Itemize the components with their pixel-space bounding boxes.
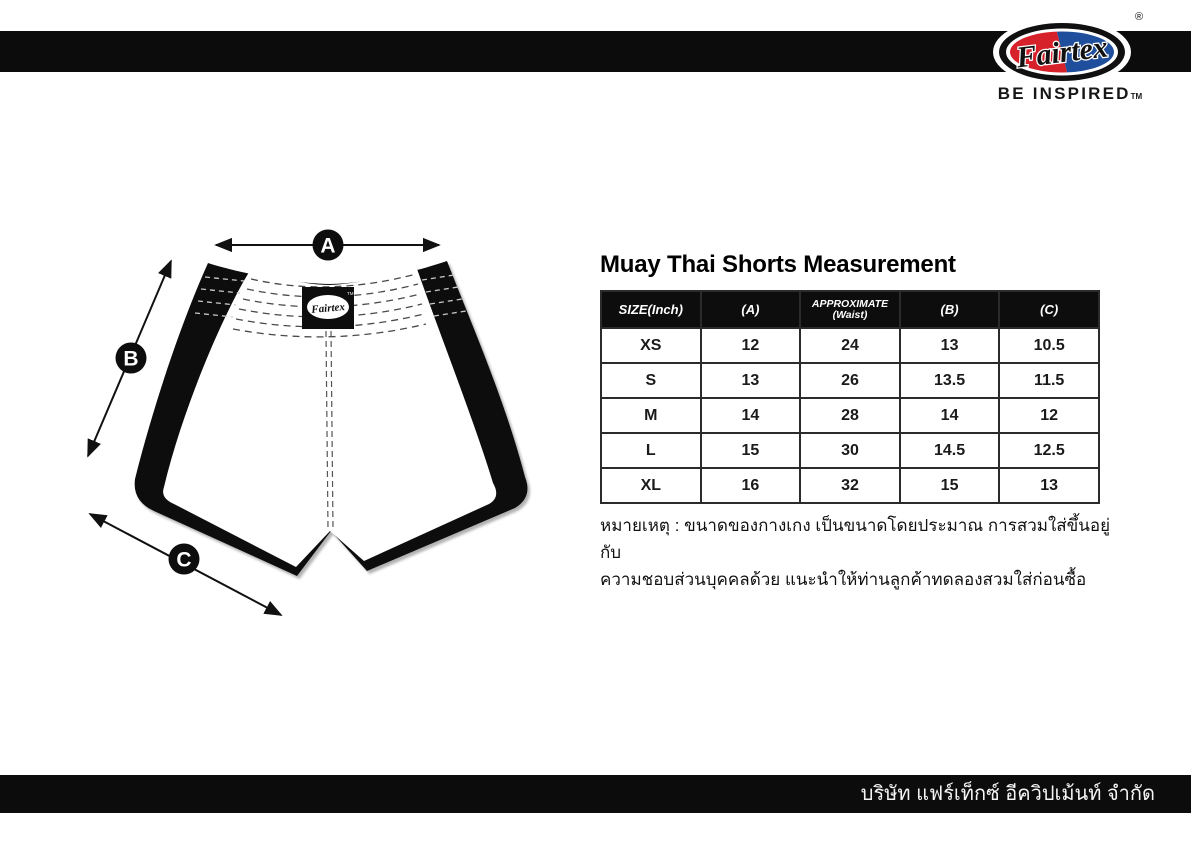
note-line-1: หมายเหตุ : ขนาดของกางเกง เป็นขนาดโดยประมาณ การสวมใส่ขึ้นอยู่กับ (600, 516, 1111, 563)
cell-c: 10.5 (999, 328, 1099, 363)
note-line-2: ความชอบส่วนบุคคลด้วย แนะนำให้ท่านลูกค้าทดลองสวมใส่ก่อนซื้อ (600, 570, 1087, 590)
table-header-row (601, 291, 1099, 328)
header-waist-line1: APPROXIMATE (811, 297, 889, 310)
cell-size: XL (601, 468, 701, 503)
cell-a: 13 (701, 363, 801, 398)
cell-b: 14 (900, 398, 1000, 433)
waist-brand-tag (302, 287, 354, 329)
header-a: (A) (701, 291, 801, 328)
header-b: (B) (900, 291, 1000, 328)
cell-b: 13 (900, 328, 1000, 363)
table-row (601, 468, 1099, 503)
size-table (600, 290, 1100, 504)
table-row (601, 433, 1099, 468)
tagline-text: BE INSPIRED (997, 84, 1131, 103)
cell-waist: 24 (800, 328, 900, 363)
table-row (601, 328, 1099, 363)
cell-b: 15 (900, 468, 1000, 503)
cell-waist: 26 (800, 363, 900, 398)
cell-waist: 32 (800, 468, 900, 503)
page-title: Muay Thai Shorts Measurement (600, 251, 956, 278)
badge-c-label: C (176, 548, 192, 572)
cell-waist: 28 (800, 398, 900, 433)
tag-trademark-icon: TM (347, 291, 354, 296)
cell-c: 13 (999, 468, 1099, 503)
cell-size: S (601, 363, 701, 398)
badge-b-label: B (123, 347, 139, 371)
header-waist (800, 291, 900, 328)
logo-script-text: Fairtex (1014, 30, 1110, 75)
tag-script-text: Fairtex (310, 301, 346, 316)
cell-size: XS (601, 328, 701, 363)
cell-size: M (601, 398, 701, 433)
brand-tagline (970, 84, 1170, 104)
cell-waist: 30 (800, 433, 900, 468)
badge-a-label: A (320, 234, 336, 258)
cell-a: 12 (701, 328, 801, 363)
shorts-measurement-diagram (55, 195, 575, 655)
cell-a: 15 (701, 433, 801, 468)
cell-c: 11.5 (999, 363, 1099, 398)
trademark-icon: TM (1130, 92, 1143, 101)
company-name: บริษัท แฟร์เท็กซ์ อีควิปเม้นท์ จำกัด (860, 783, 1155, 805)
header-c: (C) (999, 291, 1099, 328)
note-text (600, 512, 1125, 594)
cell-size: L (601, 433, 701, 468)
registered-mark-icon: ® (1135, 11, 1144, 23)
cell-a: 14 (701, 398, 801, 433)
table-row (601, 363, 1099, 398)
cell-a: 16 (701, 468, 801, 503)
header-waist-line2: (Waist) (832, 308, 868, 321)
cell-b: 14.5 (900, 433, 1000, 468)
fairtex-logo-icon (952, 0, 1191, 130)
footer-bar (0, 775, 1191, 813)
header-size: SIZE(Inch) (601, 291, 701, 328)
cell-b: 13.5 (900, 363, 1000, 398)
table-row (601, 398, 1099, 433)
cell-c: 12.5 (999, 433, 1099, 468)
cell-c: 12 (999, 398, 1099, 433)
